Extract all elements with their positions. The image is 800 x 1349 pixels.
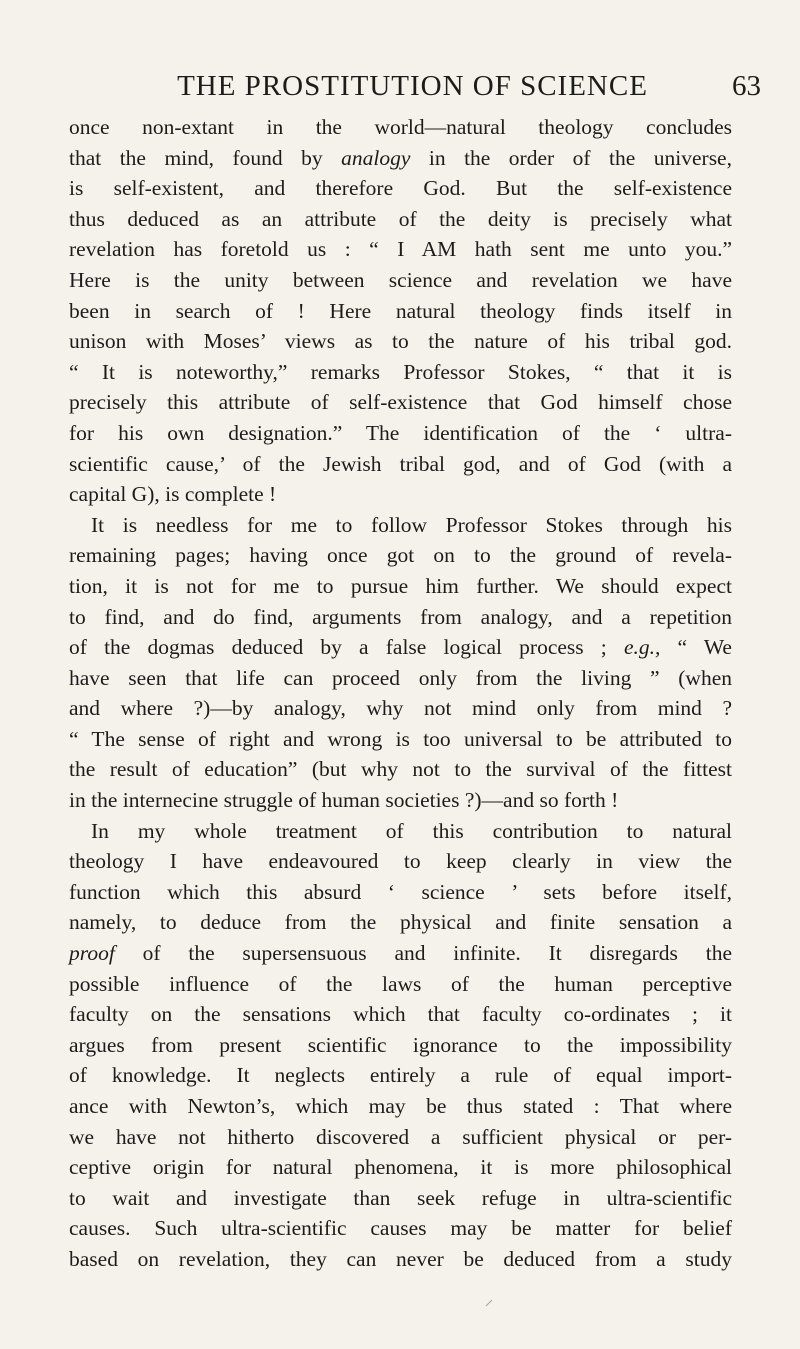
text-line: It is needless for me to follow Professor Stokes through his xyxy=(91,512,732,537)
text-line: theology I have endeavoured to keep clearly in view the xyxy=(69,849,732,874)
text-line: revelation has foretold us : “ I AM hath sent me unto you.” xyxy=(69,237,732,262)
pen-mark-icon xyxy=(484,1298,494,1308)
text-line: is self-existent, and therefore God. But the self-existence xyxy=(69,176,732,201)
text-line: ance with Newton’s, which may be thus stated : That where xyxy=(69,1094,732,1118)
text-line: tion, it is not for me to pursue him further. We should expect xyxy=(69,573,732,598)
text-line: in the internecine struggle of human societies ?)—and so forth ! xyxy=(69,788,619,813)
text-line: possible influence of the laws of the human perceptive xyxy=(69,971,732,996)
text-line: In my whole treatment of this contribution to natural xyxy=(91,818,732,843)
text-line: have seen that life can proceed only from the living ” (when xyxy=(69,665,732,690)
text-line: namely, to deduce from the physical and finite sensation a xyxy=(69,910,732,935)
text-line: remaining pages; having once got on to the ground of revela- xyxy=(69,543,732,568)
text-line: of the dogmas deduced by a false logical process ; e.g., “ We xyxy=(69,635,732,660)
text-line: for his own designation.” The identification of the ‘ ultra- xyxy=(69,420,732,445)
text-line: we have not hitherto discovered a sufficient physical or per- xyxy=(69,1124,732,1149)
text-line: capital G), is complete ! xyxy=(69,482,277,507)
text-line: to wait and investigate than seek refuge in ultra-scientific xyxy=(69,1185,732,1210)
italic-emphasis: proof xyxy=(69,941,115,966)
text-line: the result of education” (but why not to the survival of the fittest xyxy=(69,757,732,782)
text-line: been in search of ! Here natural theology finds itself in xyxy=(69,298,732,323)
text-line: precisely this attribute of self-existence that God himself chose xyxy=(69,390,732,415)
text-line: of knowledge. It neglects entirely a rule of equal import- xyxy=(69,1063,732,1088)
text-line: argues from present scientific ignorance to the impossibility xyxy=(69,1032,732,1057)
text-line: scientific cause,’ of the Jewish tribal god, and of God (with a xyxy=(69,451,732,476)
italic-emphasis: analogy xyxy=(341,145,411,170)
text-line: Here is the unity between science and revelation we have xyxy=(69,267,732,292)
italic-emphasis: e.g., xyxy=(623,635,661,660)
text-line: to find, and do find, arguments from analogy, and a repetition xyxy=(69,604,732,629)
text-line: unison with Moses’ views as to the nature of his tribal god. xyxy=(69,329,732,354)
text-line: proof of the supersensuous and infinite. It disregards the xyxy=(69,941,732,966)
stray-pen-mark xyxy=(484,1297,494,1307)
text-line: faculty on the sensations which that faculty co-ordinates ; it xyxy=(69,1002,732,1027)
page-number: 63 xyxy=(732,70,761,102)
text-line: function which this absurd ‘ science ’ sets before itself, xyxy=(69,879,732,904)
text-line: based on revelation, they can never be deduced from a study xyxy=(69,1246,732,1271)
text-line: ceptive origin for natural phenomena, it is more philosophical xyxy=(69,1155,732,1180)
text-line: “ It is noteworthy,” remarks Professor Stokes, “ that it is xyxy=(69,359,732,384)
running-head xyxy=(140,70,761,110)
text-line: that the mind, found by analogy in the order of the universe, xyxy=(69,145,732,170)
text-line: “ The sense of right and wrong is too universal to be attributed to xyxy=(69,726,732,751)
running-title: THE PROSTITUTION OF SCIENCE xyxy=(177,70,648,102)
text-line: causes. Such ultra-scientific causes may be matter for belief xyxy=(69,1216,732,1241)
text-line: and where ?)—by analogy, why not mind only from mind ? xyxy=(69,696,732,721)
text-line: once non-extant in the world—natural theology concludes xyxy=(69,115,732,139)
body-text xyxy=(69,112,732,1275)
text-line: thus deduced as an attribute of the deity is precisely what xyxy=(69,206,732,231)
